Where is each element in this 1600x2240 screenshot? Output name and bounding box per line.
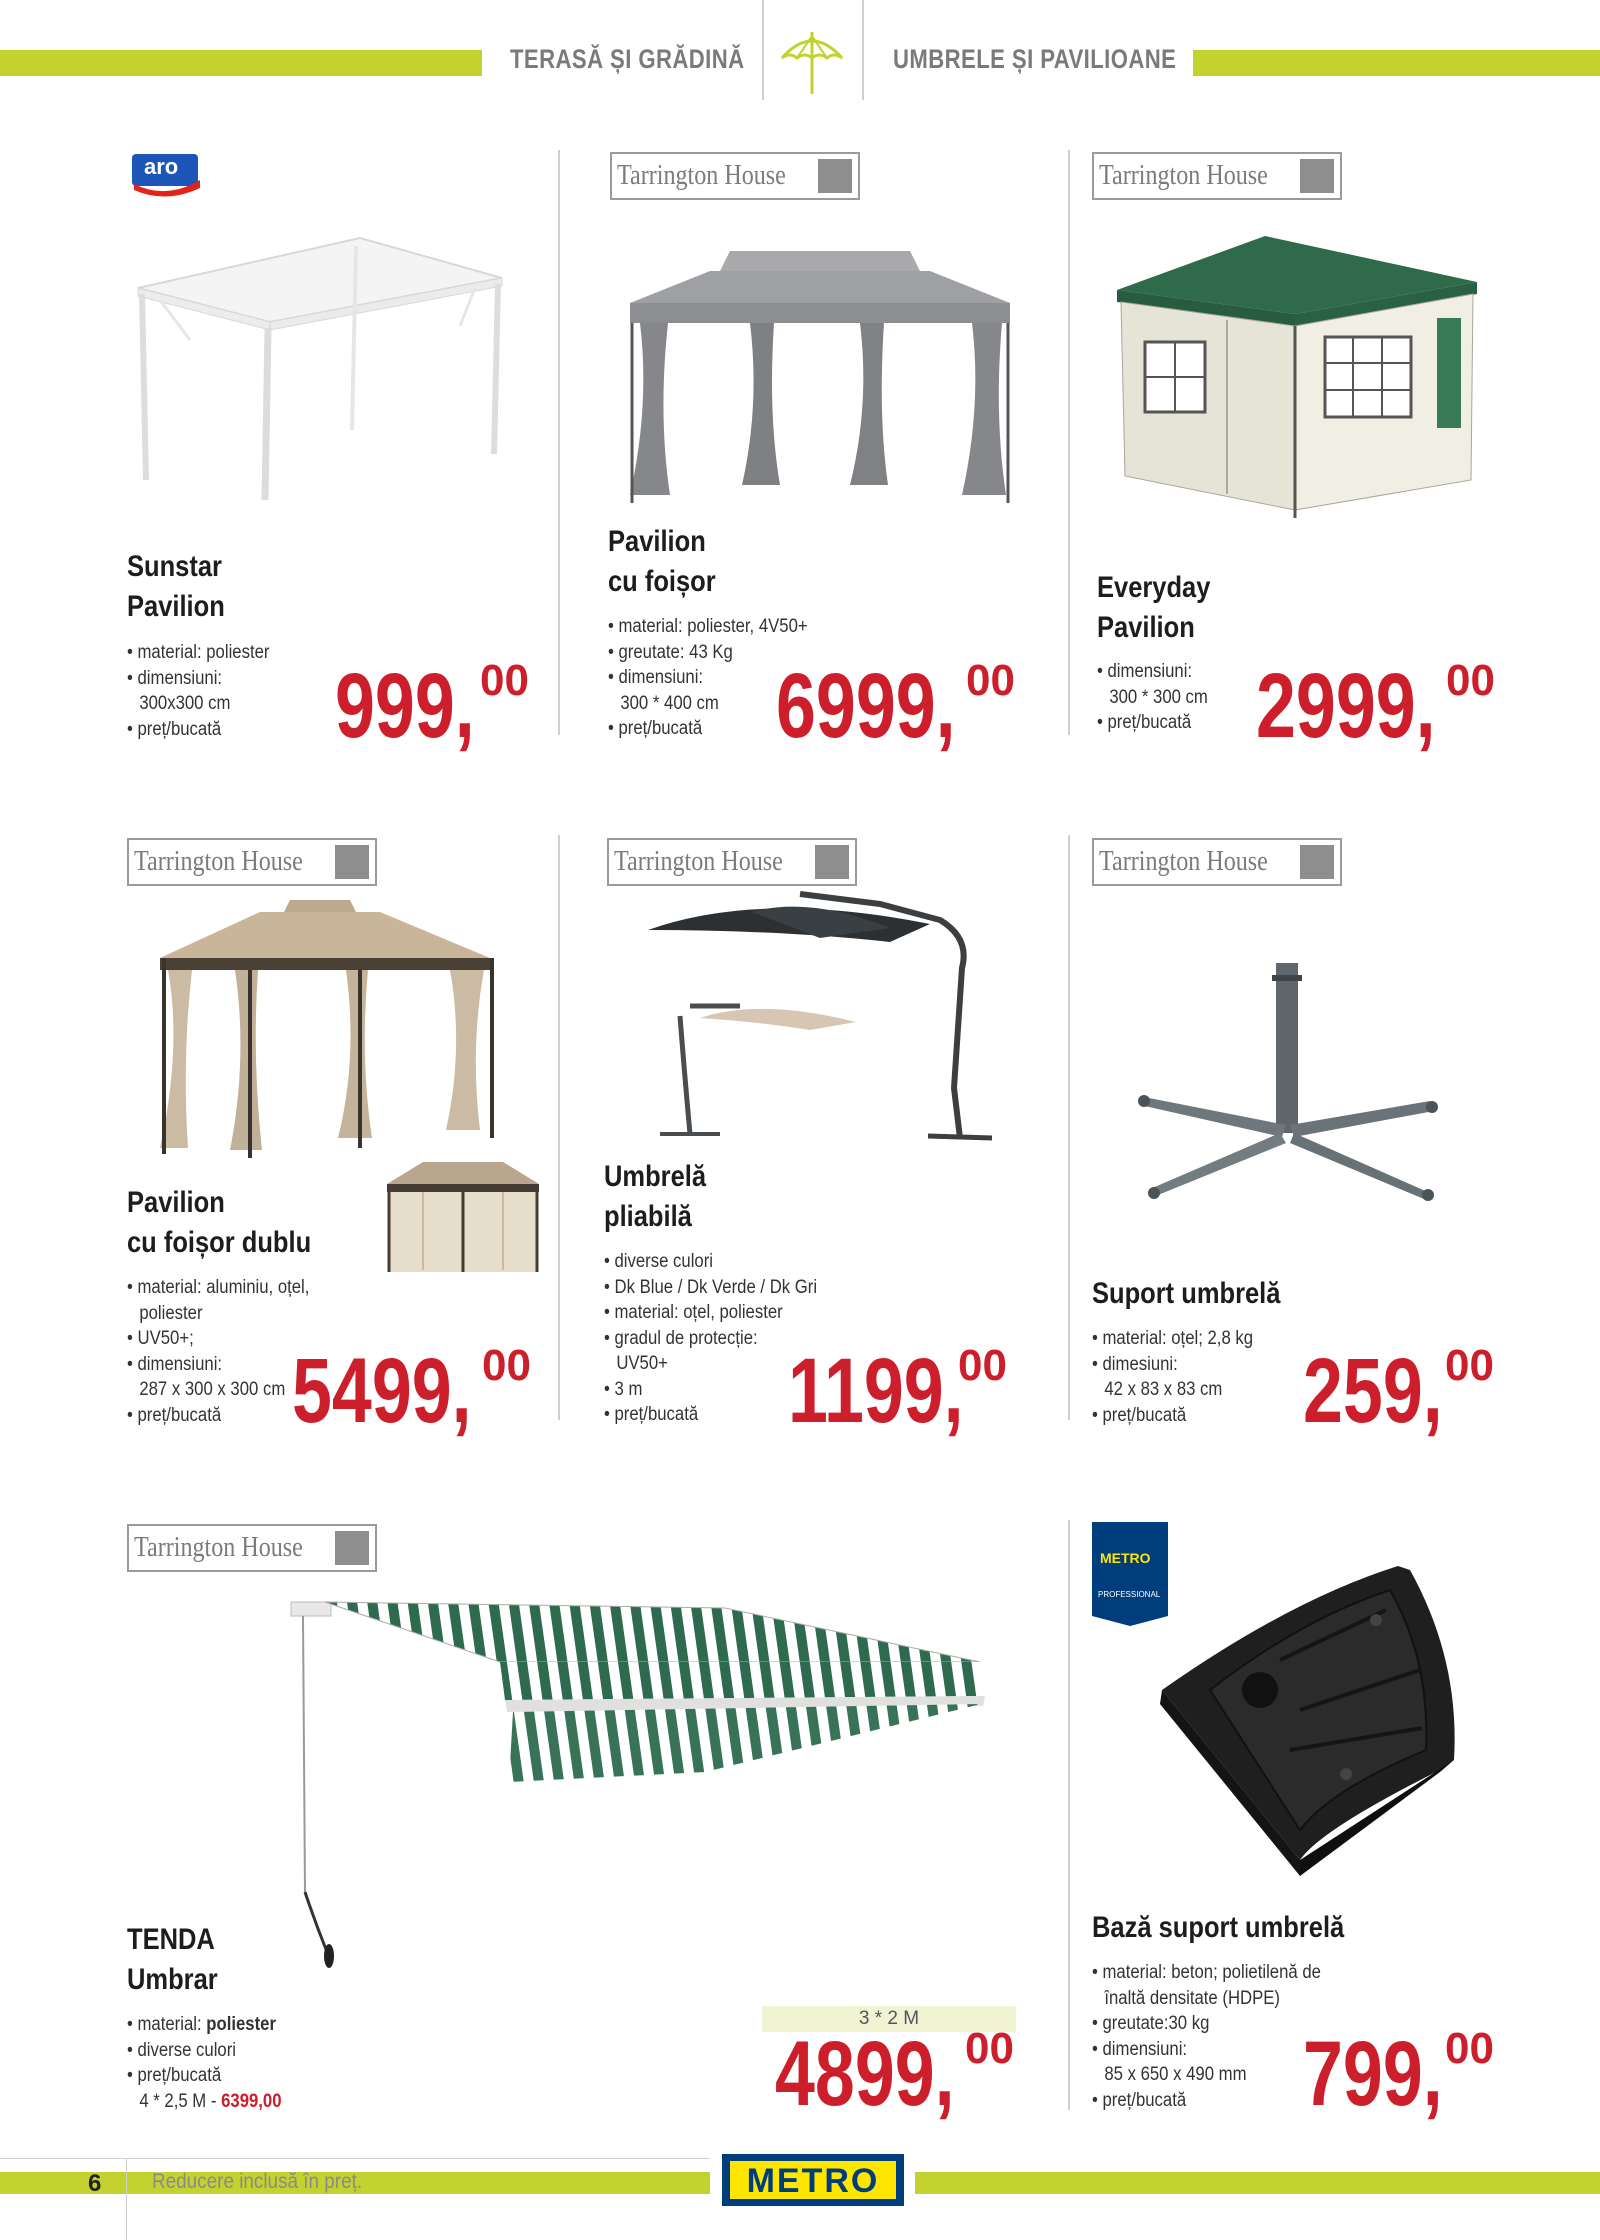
product-specs: • diverse culori • Dk Blue / Dk Verde / Dk Gri • material: oțel, poliester • gradul de protecție: UV50+ • 3 m • preț/bucată — [604, 1251, 818, 1425]
tarrington-house-logo: Tarrington House — [607, 838, 857, 886]
tarrington-house-logo: Tarrington House — [127, 838, 377, 886]
product-title: Umbrelă pliabilă — [604, 1160, 707, 1233]
house-icon — [1300, 845, 1334, 879]
metro-logo — [722, 2154, 904, 2206]
product-image-white-gazebo — [130, 230, 510, 510]
house-icon — [335, 1531, 369, 1565]
footer-bar-right — [915, 2172, 1600, 2194]
product-thumbnail-gazebo-closed — [383, 1158, 543, 1276]
product-title: Sunstar Pavilion — [127, 550, 225, 623]
product-image-green-pavilion — [1115, 232, 1480, 530]
product-image-umbrella-base — [1150, 1560, 1460, 1880]
product-price: 999, 00 — [335, 655, 529, 757]
tarrington-house-logo: Tarrington House — [127, 1524, 377, 1572]
aro-logo-text: aro — [144, 154, 179, 179]
product-price: 259, 00 — [1303, 1340, 1494, 1442]
product-title: Pavilion cu foișor — [608, 525, 716, 598]
footer-note: Reducere inclusă în preț. — [152, 2170, 363, 2193]
column-divider — [1068, 1520, 1070, 2110]
column-divider — [1068, 150, 1070, 735]
header-bar-right — [1193, 50, 1600, 76]
product-price: 5499, 00 — [292, 1340, 531, 1442]
product-specs: • material: poliester • dimensiuni: 300x300 cm • preț/bucată — [127, 642, 270, 740]
header-bar-left — [0, 50, 482, 76]
page-number: 6 — [88, 2170, 102, 2197]
product-title: Everyday Pavilion — [1097, 571, 1211, 644]
product-specs: • material: poliester • diverse culori • preț/bucată 4 * 2,5 M - 6399,00 — [127, 2014, 282, 2112]
section-title-left: TERASĂ ȘI GRĂDINĂ — [510, 44, 745, 74]
tarrington-house-logo: Tarrington House — [1092, 152, 1342, 200]
house-icon — [335, 845, 369, 879]
tarrington-house-logo: Tarrington House — [1092, 838, 1342, 886]
aro-logo — [130, 150, 202, 200]
product-title: Pavilion cu foișor dublu — [127, 1186, 312, 1259]
product-specs: • material: oțel; 2,8 kg • dimesiuni: 42 x 83 x 83 cm • preț/bucată — [1092, 1328, 1254, 1426]
house-icon — [1300, 159, 1334, 193]
product-price: 1199, 00 — [788, 1340, 1007, 1442]
umbrella-icon — [778, 28, 846, 98]
section-title-right: UMBRELE ȘI PAVILIOANE — [893, 44, 1177, 74]
column-divider — [1068, 835, 1070, 1420]
footer-rule — [0, 2158, 710, 2159]
header-divider-left — [762, 0, 764, 100]
product-price: 799, 00 — [1303, 2023, 1494, 2125]
product-image-cantilever-umbrella — [640, 888, 1000, 1148]
product-image-grey-gazebo — [610, 245, 1030, 510]
house-icon — [818, 159, 852, 193]
product-title: Bază suport umbrelă — [1092, 1911, 1345, 1944]
header-divider-right — [862, 0, 864, 100]
metro-logo-text: METRO — [746, 2162, 880, 2200]
product-specs: • material: aluminiu, oțel, poliester • UV50+; • dimensiuni: 287 x 300 x 300 cm • preț/bucată — [127, 1277, 310, 1426]
column-divider — [558, 150, 560, 735]
product-price: 2999, 00 — [1256, 655, 1495, 757]
product-price: 6999, 00 — [776, 655, 1015, 757]
column-divider — [558, 835, 560, 1420]
product-title: Suport umbrelă — [1092, 1277, 1281, 1310]
product-specs: • material: poliester, 4V50+ • greutate: 43 Kg • dimensiuni: 300 * 400 cm • preț/bucată — [608, 616, 808, 739]
product-image-umbrella-stand — [1130, 955, 1450, 1205]
product-specs: • material: beton; polietilenă de înaltă densitate (HDPE) • greutate:30 kg • dimensiuni: 85 x 650 x 490 mm • preț/bucată — [1092, 1962, 1321, 2111]
product-title: TENDA Umbrar — [127, 1923, 218, 1996]
metro-professional-logo: METRO PROFESSIONAL — [1092, 1522, 1168, 1626]
product-specs: • dimensiuni: 300 * 300 cm • preț/bucată — [1097, 661, 1208, 733]
product-image-beige-gazebo — [150, 898, 510, 1160]
footer-divider — [126, 2158, 127, 2240]
house-icon — [815, 845, 849, 879]
tarrington-house-logo: Tarrington House — [610, 152, 860, 200]
product-image-striped-awning — [285, 1592, 985, 1972]
size-tag-label: 3 * 2 M — [858, 2008, 920, 2029]
product-price: 4899, 00 — [775, 2023, 1014, 2125]
